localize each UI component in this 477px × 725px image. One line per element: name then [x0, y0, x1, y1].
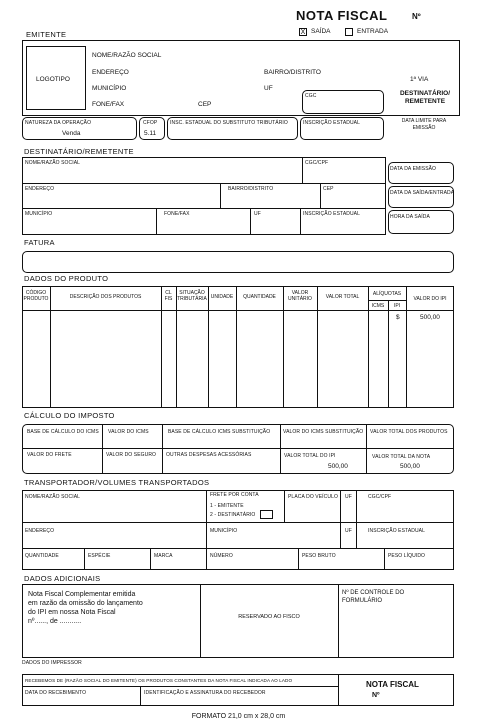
transp-municipio-label: MUNICÍPIO: [210, 528, 238, 534]
data-saida-label: DATA DA SAÍDA/ENTRADA: [390, 190, 455, 196]
canhoto-nota-fiscal: NOTA FISCAL: [366, 680, 419, 689]
formato-footer: FORMATO 21,0 cm x 28,0 cm: [191, 713, 286, 720]
canhoto-numero: Nº: [372, 692, 380, 699]
ie-label: INSCRIÇÃO ESTADUAL: [303, 120, 360, 126]
frete-conta-label: FRETE POR CONTA: [210, 492, 259, 498]
frete-opt2-label: 2 - DESTINATÁRIO: [210, 512, 256, 518]
natureza-value: Venda: [62, 130, 81, 137]
col-codigo: CÓDIGO PRODUTO: [23, 290, 49, 302]
entrada-label: ENTRADA: [357, 28, 389, 35]
data-limite-label: DATA LIMITE PARA EMISSÃO: [401, 118, 447, 131]
reservado-fisco-label: RESERVADO AO FISCO: [238, 614, 300, 620]
base-subst-label: BASE DE CÁLCULO ICMS SUBSTITUIÇÃO: [168, 429, 271, 435]
valor-icms-label: VALOR DO ICMS: [108, 429, 149, 435]
nota-fiscal-title: NOTA FISCAL: [296, 8, 388, 23]
emitente-endereco-label: ENDEREÇO: [92, 69, 129, 76]
seguro-label: VALOR DO SEGURO: [106, 452, 157, 458]
dest-ie-label: INSCRIÇÃO ESTADUAL: [303, 211, 360, 217]
dest-cep-label: CEP: [323, 186, 334, 192]
hora-saida-label: HORA DA SAÍDA: [390, 214, 430, 220]
peso-liquido-label: PESO LÍQUIDO: [388, 553, 426, 559]
adicionais-line-3: do IPI em nossa Nota Fiscal: [28, 609, 116, 616]
row-currency: $: [396, 314, 400, 321]
total-nota-value: 500,00: [400, 463, 420, 470]
fatura-section-title: FATURA: [24, 238, 55, 247]
marca-label: MARCA: [154, 553, 173, 559]
frete-label: VALOR DO FRETE: [27, 452, 72, 458]
adicionais-line-4: nº......, de ...........: [28, 618, 82, 625]
base-icms-label: BASE DE CÁLCULO DO ICMS: [27, 429, 99, 435]
dest-endereco-label: ENDEREÇO: [25, 186, 55, 192]
destinatario-copy-label: DESTINATÁRIO/ REMETENTE: [399, 90, 451, 105]
identificacao-label: IDENTIFICAÇÃO E ASSINATURA DO RECEBEDOR: [144, 690, 266, 696]
ie-subst-label: INSC. ESTADUAL DO SUBSTITUTO TRIBUTÁRIO: [170, 120, 288, 126]
dest-municipio-label: MUNICÍPIO: [25, 211, 53, 217]
transp-cgc-label: CGC/CPF: [368, 494, 392, 500]
col-icms: ICMS: [371, 303, 385, 309]
emitente-uf-label: UF: [264, 85, 273, 92]
transp-endereco-label: ENDEREÇO: [25, 528, 55, 534]
col-aliquotas: ALÍQUOTAS: [372, 291, 402, 297]
saida-label: SAÍDA: [311, 28, 331, 35]
emitente-cep-label: CEP: [198, 101, 212, 108]
destinatario-section-title: DESTINATÁRIO/REMETENTE: [24, 147, 134, 156]
frete-opt1-label: 1 - EMITENTE: [210, 503, 244, 509]
data-recebimento-label: DATA DO RECEBIMENTO: [25, 690, 87, 696]
frete-checkbox[interactable]: [260, 510, 273, 519]
cgc-label: CGC: [305, 93, 317, 99]
outras-label: OUTRAS DESPESAS ACESSÓRIAS: [166, 452, 252, 458]
data-emissao-label: DATA DA EMISSÃO: [390, 166, 437, 172]
col-unidade: UNIDADE: [210, 294, 234, 300]
entrada-checkbox[interactable]: [345, 28, 353, 36]
transp-ie-label: INSCRIÇÃO ESTADUAL: [368, 528, 425, 534]
impressor-label: DADOS DO IMPRESSOR: [22, 660, 82, 666]
col-valor-ipi: VALOR DO IPI: [413, 296, 447, 302]
transportador-section-title: TRANSPORTADOR/VOLUMES TRANSPORTADOS: [24, 478, 210, 487]
saida-checkbox[interactable]: X: [300, 29, 306, 36]
valor-subst-label: VALOR DO ICMS SUBSTITUIÇÃO: [283, 429, 364, 435]
total-ipi-value: 500,00: [328, 463, 348, 470]
nota-number-label: Nº: [412, 12, 421, 21]
numero-label: NÚMERO: [210, 553, 233, 559]
emitente-municipio-label: MUNICÍPIO: [92, 85, 127, 92]
via-label: 1ª VIA: [410, 76, 429, 83]
controle-label: Nº DE CONTROLE DO FORMULÁRIO: [342, 590, 405, 604]
emitente-label: EMITENTE: [26, 30, 67, 39]
cfop-value: 5.11: [144, 130, 157, 137]
adicionais-line-2: em razão da omissão do lançamento: [28, 600, 143, 607]
col-quantidade: QUANTIDADE: [243, 294, 276, 300]
placa-label: PLACA DO VEÍCULO: [288, 494, 338, 500]
dest-cgc-label: CGC/CPF: [305, 160, 329, 166]
natureza-label: NATUREZA DA OPERAÇÃO: [25, 120, 92, 126]
adicionais-line-1: Nota Fiscal Complementar emitida: [28, 591, 136, 598]
dest-nome-label: NOME/RAZÃO SOCIAL: [25, 160, 81, 166]
cfop-label: CFOP: [143, 120, 158, 126]
quantidade-label: QUANTIDADE: [25, 553, 59, 559]
col-cl-fis: CL FIS: [164, 290, 173, 302]
destinatario-block: [22, 157, 386, 235]
logotipo-label: LOGOTIPO: [36, 76, 70, 83]
especie-label: ESPÉCIE: [88, 553, 111, 559]
col-descricao: DESCRIÇÃO DOS PRODUTOS: [69, 294, 142, 300]
fatura-box: [22, 251, 454, 273]
imposto-section-title: CÁLCULO DO IMPOSTO: [24, 411, 115, 420]
recebemos-label: RECEBEMOS DE (RAZÃO SOCIAL DO EMITENTE) OS PRODUTOS CONSTANTES DA NOTA FISCAL INDICADA AO LADO: [25, 678, 293, 683]
dest-uf-label: UF: [254, 211, 261, 217]
total-nota-label: VALOR TOTAL DA NOTA: [372, 454, 431, 460]
col-valor-total: VALOR TOTAL: [325, 294, 360, 300]
emitente-bairro-label: BAIRRO/DISTRITO: [264, 69, 321, 76]
emitente-fone-label: FONE/FAX: [92, 101, 125, 108]
col-ipi: IPI: [393, 303, 401, 309]
transp-uf-label: UF: [345, 494, 352, 500]
col-situacao: SITUAÇÃO TRIBUTÁRIA: [177, 290, 207, 302]
adicionais-section-title: DADOS ADICIONAIS: [24, 574, 101, 583]
dest-fone-label: FONE/FAX: [164, 211, 190, 217]
row-valor-ipi: 500,00: [420, 314, 440, 321]
produto-section-title: DADOS DO PRODUTO: [24, 274, 109, 283]
peso-bruto-label: PESO BRUTO: [302, 553, 336, 559]
valor-produtos-label: VALOR TOTAL DOS PRODUTOS: [370, 429, 448, 435]
emitente-nome-label: NOME/RAZÃO SOCIAL: [92, 52, 162, 59]
col-valor-unitario: VALOR UNITÁRIO: [288, 290, 312, 302]
transp-uf2-label: UF: [345, 528, 352, 534]
total-ipi-label: VALOR TOTAL DO IPI: [284, 453, 336, 459]
transp-nome-label: NOME/RAZÃO SOCIAL: [25, 494, 81, 500]
dest-bairro-label: BAIRRO/DISTRITO: [228, 186, 274, 192]
